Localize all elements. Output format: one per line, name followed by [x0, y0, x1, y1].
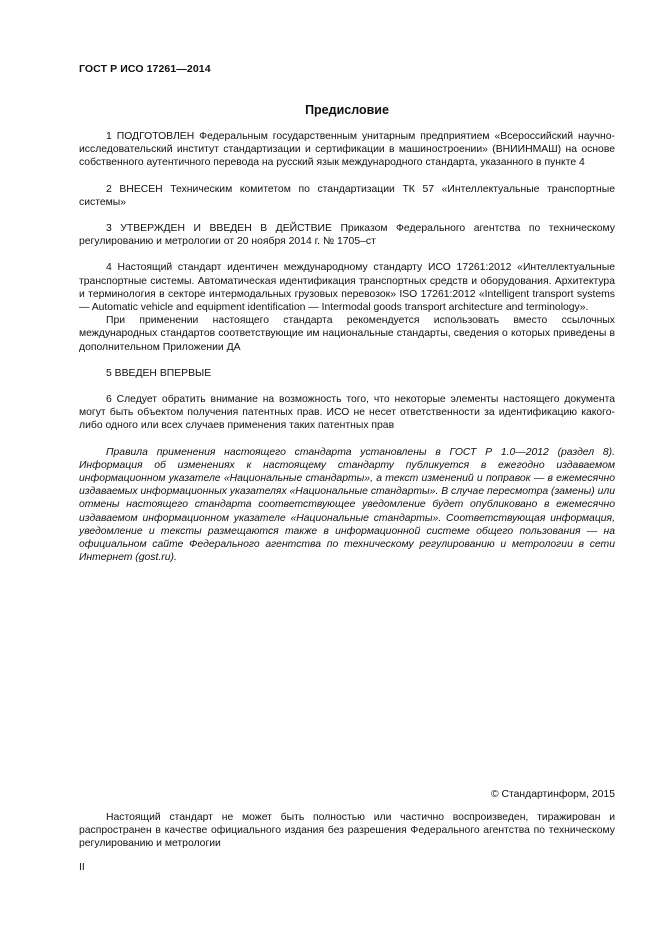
paragraph-patent-rights: 6 Следует обратить внимание на возможность того, что некоторые элементы настоящего документа могут быть объектом получения патентных прав. ИСО не несет ответственности за идентификацию какого-либо одного или всех случаев применения таких патентных прав	[79, 394, 615, 432]
foreword-body	[79, 130, 615, 564]
paragraph-approved: 3 УТВЕРЖДЕН И ВВЕДЕН В ДЕЙСТВИЕ Приказом Федерального агентства по техническому регулированию и метрологии от 20 ноября 2014 г. № 1705–ст	[79, 223, 615, 248]
page-title: Предисловие	[305, 103, 389, 117]
paragraph-prepared-by: 1 ПОДГОТОВЛЕН Федеральным государственным унитарным предприятием «Всероссийский научно-исследовательский институт стандартизации и сертификации в машиностроении» (ВНИИНМАШ) на основе собственного аутентичного перевода на русский язык международного стандарта, указанного в пункте 4	[79, 131, 615, 169]
page-number: II	[79, 862, 85, 873]
paragraph-identical-standard: 4 Настоящий стандарт идентичен международному стандарту ИСО 17261:2012 «Интеллектуальные транспортные системы. Автоматическая идентификация транспортных средств и оборудования. Архитектура и терминология в секторе интермодальных грузовых перевозок» ISO 17261:2012 «Intelligent transport systems — Automatic vehicle and equipment identification — Intermodal goods transport architecture and terminology».	[79, 262, 615, 314]
standard-header: ГОСТ Р ИСО 17261—2014	[79, 63, 211, 75]
paragraph-application-rules: Правила применения настоящего стандарта установлены в ГОСТ Р 1.0—2012 (раздел 8). Информация об изменениях к настоящему стандарту публикуется в ежегодно издаваемом информационном указателе «Национальные стандарты», а текст изменений и поправок — в ежемесячно издаваемых информационных указателях «Национальные стандарты». В случае пересмотра (замены) или отмены настоящего стандарта соответствующее уведомление будет опубликовано в ежемесячно издаваемом информационном указателе «Национальные стандарты». Соответствующая информация, уведомление и тексты размещаются также в информационной системе общего пользования — на официальном сайте Федерального агентства по техническому регулированию и метрологии в сети Интернет (gost.ru).	[79, 446, 615, 564]
paragraph-introduced-first: 5 ВВЕДЕН ВПЕРВЫЕ	[106, 367, 212, 379]
copyright-line: © Стандартинформ, 2015	[490, 789, 615, 800]
paragraph-references-note: При применении настоящего стандарта рекомендуется использовать вместо ссылочных международных стандартов соответствующие им национальные стандарты, сведения о которых приведены в дополнительном Приложении ДА	[79, 315, 615, 353]
reproduction-notice: Настоящий стандарт не может быть полностью или частично воспроизведен, тиражирован и распространен в качестве официального издания без разрешения Федерального агентства по техническому регулированию и метрологии	[79, 812, 615, 850]
paragraph-submitted-by: 2 ВНЕСЕН Техническим комитетом по стандартизации ТК 57 «Интеллектуальные транспортные системы»	[79, 183, 615, 208]
